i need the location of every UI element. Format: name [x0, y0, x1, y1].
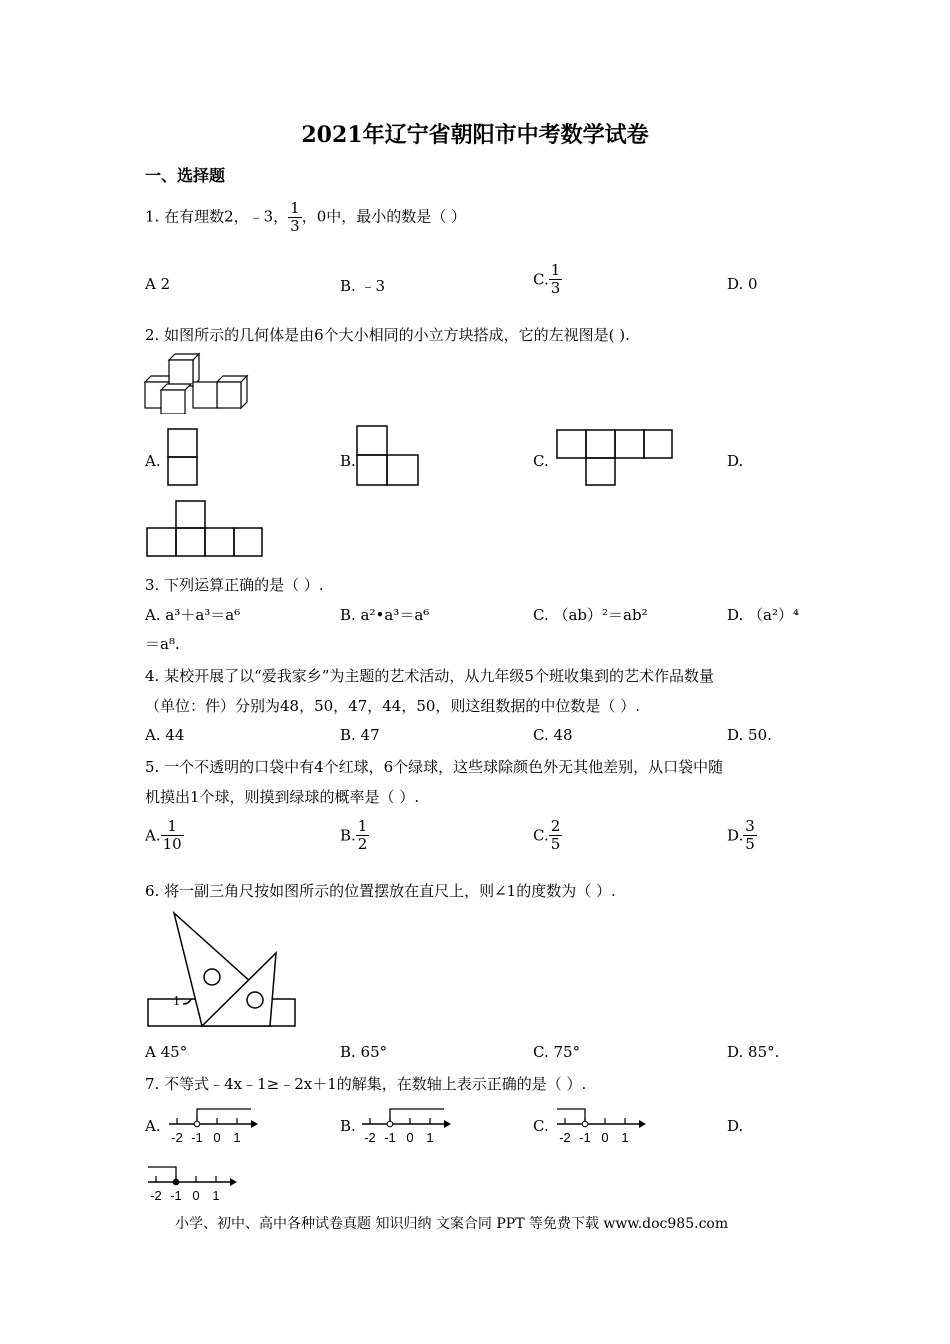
axis-arrow: [444, 1120, 451, 1128]
q2-option-b-label: B.: [340, 452, 356, 470]
q5-option-a: A. $\frac{1}{10}$: [145, 817, 182, 853]
solution-ray: [148, 1167, 176, 1182]
q5-option-b: B. $\frac{1}{2}$: [340, 817, 368, 853]
axis-tick-label: 0: [601, 1130, 609, 1145]
q7-option-c-number-line: [555, 1104, 647, 1146]
q6-option-a: A 45°: [145, 1043, 188, 1061]
axis-tick-label: 0: [192, 1188, 200, 1203]
q7-option-a-number-line: [167, 1104, 259, 1146]
axis-tick-label: -2: [171, 1130, 183, 1145]
q5-stem-line1: 5. 一个不透明的口袋中有4个红球，6个绿球，这些球除颜色外无其他差别，从口袋中随: [145, 758, 724, 776]
q1-stem: 1. 在有理数2，﹣3， $\frac{1}{3}$ ，0中，最小的数是（ ）: [145, 199, 467, 235]
q7-option-b-number-line: [360, 1104, 452, 1146]
q6-option-d: D. 85°.: [727, 1043, 780, 1061]
q7-option-d-number-line: [146, 1162, 238, 1204]
q6-option-c: C. 75°: [533, 1043, 581, 1061]
endpoint-dot: [387, 1121, 393, 1127]
axis-tick-label: -2: [364, 1130, 376, 1145]
q3-option-a: A. a³＋a³＝a⁶: [145, 606, 241, 624]
solution-ray: [197, 1109, 251, 1124]
q3-option-d: D. （a²）⁴: [727, 606, 799, 624]
q3-option-c: C. （ab）²＝ab²: [533, 606, 648, 624]
q2-stem: 2. 如图所示的几何体是由6个大小相同的小立方块搭成，它的左视图是( ).: [145, 326, 630, 344]
footer-text: 小学、初中、高中各种试卷真题 知识归纳 文案合同 PPT 等免费下载 www.doc985.com: [175, 1216, 729, 1232]
axis-tick-label: 0: [406, 1130, 414, 1145]
q2-option-d-label: D.: [727, 452, 744, 470]
axis-tick-label: 1: [426, 1130, 434, 1145]
q4-option-d: D. 50.: [727, 726, 772, 744]
axis-arrow: [230, 1178, 237, 1186]
q7-stem: 7. 不等式﹣4x﹣1≥﹣2x＋1的解集，在数轴上表示正确的是（ ）.: [145, 1075, 587, 1093]
section-heading: 一、选择题: [145, 166, 226, 185]
q7-option-a-label: A.: [145, 1117, 161, 1135]
q2-solid-figure: [143, 352, 255, 414]
axis-tick-label: 0: [213, 1130, 221, 1145]
q1-option-b: B. ﹣3: [340, 277, 386, 295]
axis-tick-label: -1: [170, 1188, 182, 1203]
q3-option-d-continued: ＝a⁸.: [145, 635, 180, 653]
q6-triangle-ruler-figure: [145, 908, 301, 1030]
q1-stem-fraction: $\frac{1}{3}$: [290, 199, 300, 235]
q7-option-c-label: C.: [533, 1117, 549, 1135]
q1-option-c: C. $\frac{1}{3}$: [533, 261, 561, 297]
q4-stem-line1: 4. 某校开展了以“爱我家乡”为主题的艺术活动，从九年级5个班收集到的艺术作品数量: [145, 667, 714, 685]
axis-tick-label: 1: [621, 1130, 629, 1145]
q1-option-a: A 2: [145, 275, 171, 293]
q6-option-b: B. 65°: [340, 1043, 388, 1061]
q4-option-b: B. 47: [340, 726, 380, 744]
q6-stem: 6. 将一副三角尺按如图所示的位置摆放在直尺上，则∠1的度数为（ ）.: [145, 882, 616, 900]
q6-angle-label: 1: [173, 994, 180, 1009]
axis-tick-label: -1: [384, 1130, 396, 1145]
endpoint-dot: [194, 1121, 200, 1127]
axis-tick-label: -2: [559, 1130, 571, 1145]
axis-tick-label: -1: [579, 1130, 591, 1145]
q4-option-c: C. 48: [533, 726, 573, 744]
axis-tick-label: -1: [191, 1130, 203, 1145]
axis-arrow: [639, 1120, 646, 1128]
endpoint-dot: [173, 1179, 179, 1185]
q4-option-a: A. 44: [145, 726, 185, 744]
axis-arrow: [251, 1120, 258, 1128]
q2-option-a-label: A.: [145, 452, 161, 470]
q5-stem-line2: 机摸出1个球，则摸到绿球的概率是（ ）.: [145, 788, 420, 806]
axis-tick-label: -2: [150, 1188, 162, 1203]
solution-ray: [390, 1109, 444, 1124]
endpoint-dot: [582, 1121, 588, 1127]
q1-option-d: D. 0: [727, 275, 758, 293]
axis-tick-label: 1: [212, 1188, 220, 1203]
q2-option-c-label: C.: [533, 452, 549, 470]
q2-option-b-figure: [356, 425, 420, 487]
q4-stem-line2: （单位：件）分别为48，50，47，44，50，则这组数据的中位数是（ ）.: [145, 697, 640, 715]
q3-option-b: B. a²•a³＝a⁶: [340, 606, 430, 624]
q2-option-c-figure: [556, 429, 674, 487]
q7-option-b-label: B.: [340, 1117, 356, 1135]
q7-option-d-label: D.: [727, 1117, 744, 1135]
solution-ray: [557, 1109, 585, 1124]
q2-option-d-figure: [146, 500, 264, 558]
page-title: 2021年辽宁省朝阳市中考数学试卷: [301, 122, 649, 148]
q3-stem: 3. 下列运算正确的是（ ）.: [145, 576, 324, 594]
q5-option-c: C. $\frac{2}{5}$: [533, 817, 561, 853]
q2-option-a-figure: [167, 428, 199, 486]
q5-option-d: D. $\frac{3}{5}$: [727, 817, 755, 853]
axis-tick-label: 1: [233, 1130, 241, 1145]
